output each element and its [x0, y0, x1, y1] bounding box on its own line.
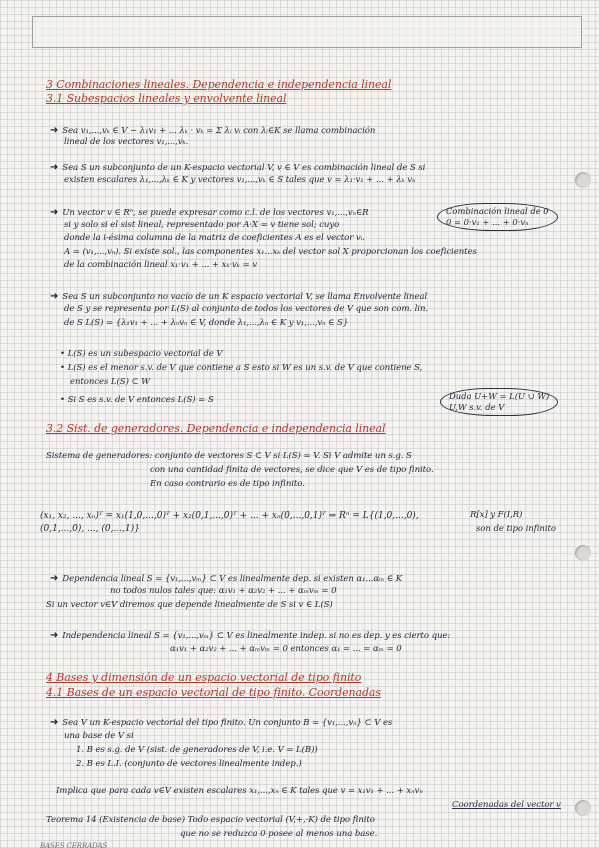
arrow-icon: ➜	[50, 291, 59, 302]
line-21: no todos nulos tales que: α₁v₁ + α₂v₂ + ... + αₘvₘ = 0	[110, 586, 337, 596]
theorem-14-cont: que no se reduzca 0 posee al menos una base.	[180, 829, 378, 839]
footer-text: BASES CERRADAS	[40, 842, 108, 848]
arrow-icon: ➜	[50, 573, 59, 584]
line-17: Sistema de generadores: conjunto de vectores S ⊂ V si L(S) = V. Si V admite un s.g. S	[46, 451, 412, 461]
arrow-icon: ➜	[50, 162, 59, 173]
line-22: Si un vector v∈V diremos que depende linealmente de S si v ∈ L(S)	[46, 600, 333, 610]
line-27: 1. B es s.g. de V (sist. de generadores de V, i.e. V = L(B))	[76, 745, 318, 755]
note-bubble-duda: Duda U+W = L(U ∪ W) U,W s.v. de V	[440, 388, 558, 416]
matrix-equation: (x₁, x₂, ..., xₙ)ᵀ = x₁(1,0,...,0)ᵀ + x₂(0,1,...,0)ᵀ + ... + xₙ(0,...,0,1)ᵀ ⇒ Rⁿ = L{(1,0,...,0), (0,1,...,0), ..., (0,...,1)}	[40, 511, 419, 534]
arrow-icon: ➜	[50, 125, 59, 136]
binder-hole	[575, 545, 591, 561]
binder-hole	[575, 800, 591, 816]
line-29: Implica que para cada v∈V existen escalares x₁,...,xₙ ∈ K tales que v = x₁v₁ + ... + xₙvₙ	[56, 786, 423, 796]
section-3-title: 3 Combinaciones lineales. Dependencia e independencia lineal	[46, 78, 392, 91]
line-24: α₁v₁ + α₂v₂ + ... + αₘvₘ = 0 entonces α₁ = ... = αₘ = 0	[170, 644, 402, 654]
line-20: ➜ Dependencia lineal S = {v₁,...,vₘ} ⊂ V es linealmente dep. si existen α₁...αₘ ∈ K	[50, 573, 403, 584]
line-4: existen escalares λ₁,...,λₖ ∈ K y vectores v₁,...,vₖ ∈ S tales que v = λ₁·v₁ + ... + λₖ vₙ	[64, 175, 416, 185]
line-25: ➜ Sea V un K-espacio vectorial del tipo finito. Un conjunto B = {v₁,...,vₙ} ⊂ V es	[50, 717, 393, 728]
line-18: con una cantidad finita de vectores, se dice que V es de tipo finito.	[150, 465, 434, 475]
arrow-icon: ➜	[50, 717, 59, 728]
line-5: ➜ Un vector v ∈ Rⁿ, se puede expresar como c.l. de los vectores v₁,...,vₙ∈R	[50, 207, 369, 218]
line-3: ➜ Sea S un subconjunto de un K-espacio vectorial V, v ∈ V es combinación lineal de S si	[50, 162, 426, 173]
matrix-note-2: son de tipo infinito	[476, 524, 556, 534]
line-1: ➜ Sea v₁,...,vₖ ∈ V − λ₁v₁ + ... λₖ · vₖ = Σ λᵢ vᵢ con λᵢ∈K se llama combinación	[50, 125, 376, 136]
matrix-note: R[x] y F(I,R)	[470, 510, 523, 520]
arrow-icon: ➜	[50, 207, 59, 218]
line-26: una base de V si	[64, 731, 134, 741]
line-15: entonces L(S) ⊂ W	[70, 377, 150, 387]
header-box	[32, 16, 582, 48]
line-8: A = (v₁,...,vₙ). Si existe sol., las componentes x₁...xₖ del vector sol X proporcionan los coeficientes	[64, 247, 477, 257]
line-6: si y solo si el sist lineal, representado por A·X = v tiene sol; cuyo	[64, 220, 340, 230]
line-23: ➜ Independencia lineal S = {v₁,...,vₘ} ⊂ V es linealmente indep. si no es dep. y es cierto que:	[50, 630, 451, 641]
line-11: de S y se representa por L(S) al conjunto de todos los vectores de V que son com. lin.	[64, 304, 429, 314]
line-16: • Si S es s.v. de V entonces L(S) = S	[60, 395, 214, 405]
line-10: ➜ Sea S un subconjunto no vacío de un K espacio vectorial V, se llama Envolvente lineal	[50, 291, 428, 302]
arrow-icon: ➜	[50, 630, 59, 641]
section-3-2-title: 3.2 Sist. de generadores. Dependencia e independencia lineal	[46, 422, 386, 435]
binder-hole	[575, 172, 591, 188]
section-3-1-title: 3.1 Subespacios lineales y envolvente lineal	[46, 92, 287, 105]
line-2: lineal de los vectores v₁,...,vₖ.	[64, 137, 189, 147]
line-13: • L(S) es un subespacio vectorial de V	[60, 349, 223, 359]
line-7: donde la i-ésima columna de la matriz de coeficientes A es el vector vᵢ.	[64, 233, 365, 243]
note-bubble-zero-combination: Combinación lineal de 0 0 = 0·v₁ + ... + 0·vₙ	[437, 203, 558, 231]
line-28: 2. B es L.I. (conjunto de vectores linealmente indep.)	[76, 759, 302, 769]
section-4-title: 4 Bases y dimensión de un espacio vectorial de tipo finito	[46, 671, 362, 684]
line-12: de S L(S) = {λ₁v₁ + ... + λₙvₙ ∈ V, donde λ₁,...,λₙ ∈ K y v₁,...,vₙ ∈ S}	[64, 318, 349, 328]
section-4-1-title: 4.1 Bases de un espacio vectorial de tipo finito. Coordenadas	[46, 686, 381, 699]
coordinates-label: Coordenadas del vector v	[452, 800, 561, 810]
line-9: de la combinación lineal x₁·v₁ + ... + xₖ·vₖ = v	[64, 260, 257, 270]
theorem-14: Teorema 14 (Existencia de base) Todo espacio vectorial (V,+,·K) de tipo finito	[46, 815, 375, 825]
line-19: En caso contrario es de tipo infinito.	[150, 479, 305, 489]
line-14: • L(S) es el menor s.v. de V que contiene a S esto si W es un s.v. de V que contiene S,	[60, 363, 423, 373]
